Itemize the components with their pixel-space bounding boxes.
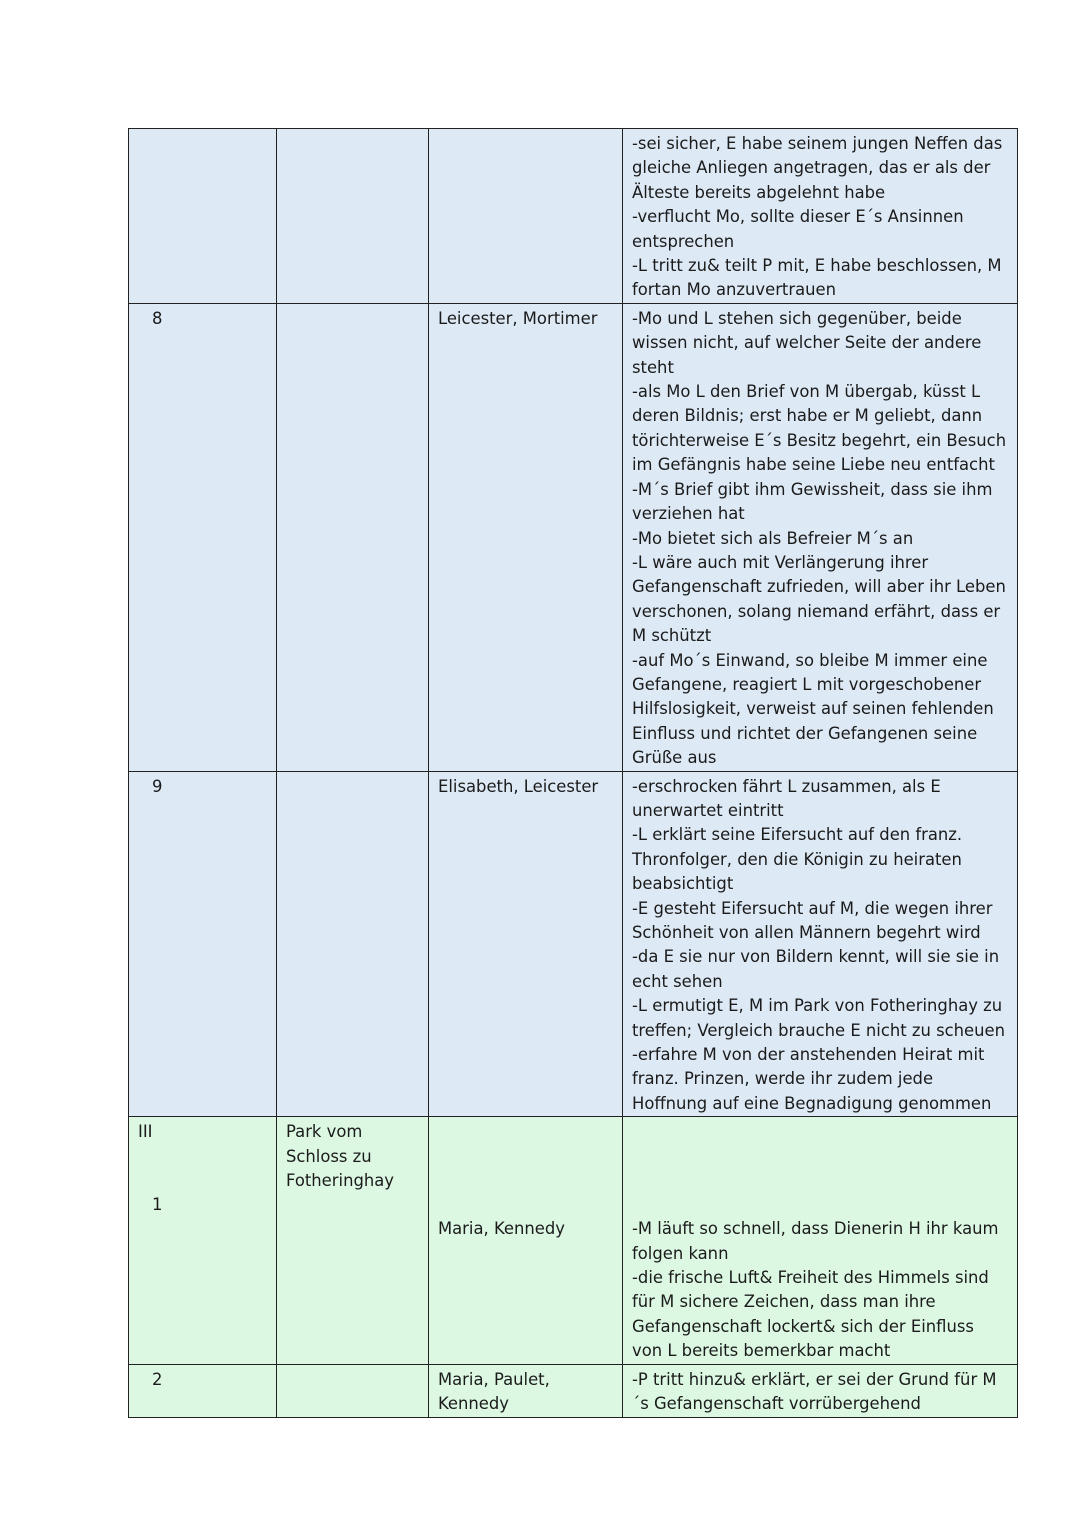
row-spacer: [138, 1145, 268, 1194]
place-text: Park vom Schloss zu Fotheringhay: [286, 1122, 394, 1191]
persons-cell: [429, 1117, 623, 1364]
persons-cell: [429, 129, 623, 304]
table-row: [129, 1364, 1018, 1417]
content-line: -L wäre auch mit Verlängerung ihrer Gefangenschaft zufrieden, will aber ihr Leben verschonen, solang niemand erfährt, dass er M schützt: [632, 552, 1006, 646]
content-line: -auf Mo´s Einwand, so bleibe M immer eine Gefangene, reagiert L mit vorgeschobener Hilfslosigkeit, verweist auf seinen fehlenden Einfluss und richtet der Gefangenen seine Grüße aus: [632, 650, 994, 768]
persons-text: Maria, Paulet, Kennedy: [438, 1369, 550, 1414]
content-line: -als Mo L den Brief von M übergab, küsst L deren Bildnis; erst habe er M geliebt, dann törichterweise E´s Besitz begehrt, ein Besuch im Gefängnis habe seine Liebe neu entfacht: [632, 382, 1007, 475]
act-scene-cell: [129, 771, 277, 1117]
table-row: [129, 1117, 1018, 1364]
content-line: -M´s Brief gibt ihm Gewissheit, dass sie ihm verziehen hat: [632, 479, 993, 524]
content-cell: [623, 1117, 1018, 1364]
content-line: -P tritt hinzu& erklärt, er sei der Grund für M´s Gefangenschaft vorrübergehend: [632, 1369, 997, 1414]
content-line: -verflucht Mo, sollte dieser E´s Ansinnen entsprechen: [632, 207, 964, 251]
table-row: [129, 129, 1018, 304]
content-line: -Mo bietet sich als Befreier M´s an: [632, 528, 914, 548]
act-scene-cell: [129, 1117, 277, 1364]
place-cell: [277, 129, 429, 304]
persons-text: Elisabeth, Leicester: [438, 776, 599, 796]
content-line: -sei sicher, E habe seinem jungen Neffen das gleiche Anliegen angetragen, das er als der Älteste bereits abgelehnt habe: [632, 134, 1003, 202]
place-cell: [277, 303, 429, 771]
persons-text: Maria, Kennedy: [438, 1219, 565, 1239]
persons-cell: [429, 771, 623, 1117]
table-row: [129, 303, 1018, 771]
act-scene-cell: [129, 1364, 277, 1417]
act-scene-cell: [129, 129, 277, 304]
act-number: III: [138, 1122, 153, 1142]
content-cell: [623, 129, 1018, 304]
scene-number: 9: [152, 776, 163, 796]
place-cell: [277, 771, 429, 1117]
content-line: -erschrocken fährt L zusammen, als E unerwartet eintritt: [632, 776, 941, 820]
content-line: -E gesteht Eifersucht auf M, die wegen ihrer Schönheit von allen Männern begehrt wird: [632, 898, 993, 942]
persons-text: Leicester, Mortimer: [438, 308, 598, 328]
content-line: -Mo und L stehen sich gegenüber, beide wissen nicht, auf welcher Seite der andere steht: [632, 308, 982, 377]
persons-cell: [429, 1364, 623, 1417]
persons-cell: [429, 303, 623, 771]
scene-number: 8: [152, 308, 163, 328]
content-cell: [623, 1364, 1018, 1417]
content-line: -die frische Luft& Freiheit des Himmels sind für M sichere Zeichen, dass man ihre Gefangenschaft lockert& sich der Einfluss von L bereits bemerkbar macht: [632, 1268, 989, 1361]
content-line: -L erklärt seine Eifersucht auf den franz. Thronfolger, den die Königin zu heiraten beabsichtigt: [632, 825, 963, 894]
act-scene-cell: [129, 303, 277, 771]
place-cell: [277, 1364, 429, 1417]
content-line: -L ermutigt E, M im Park von Fotheringhay zu treffen; Vergleich brauche E nicht zu scheuen: [632, 996, 1005, 1040]
scene-number: 2: [152, 1369, 163, 1389]
content-line: -da E sie nur von Bildern kennt, will sie sie in echt sehen: [632, 947, 1000, 991]
scene-overview-table: [128, 128, 1018, 1418]
scene-number: 1: [152, 1195, 163, 1215]
place-cell: [277, 1117, 429, 1364]
table-row: [129, 771, 1018, 1117]
content-cell: [623, 303, 1018, 771]
content-line: -M läuft so schnell, dass Dienerin H ihr kaum folgen kann: [632, 1219, 999, 1263]
content-line: -erfahre M von der anstehenden Heirat mit franz. Prinzen, werde ihr zudem jede Hoffnung auf eine Begnadigung genommen: [632, 1045, 992, 1113]
content-line: -L tritt zu& teilt P mit, E habe beschlossen, M fortan Mo anzuvertrauen: [632, 256, 1002, 300]
content-cell: [623, 771, 1018, 1117]
